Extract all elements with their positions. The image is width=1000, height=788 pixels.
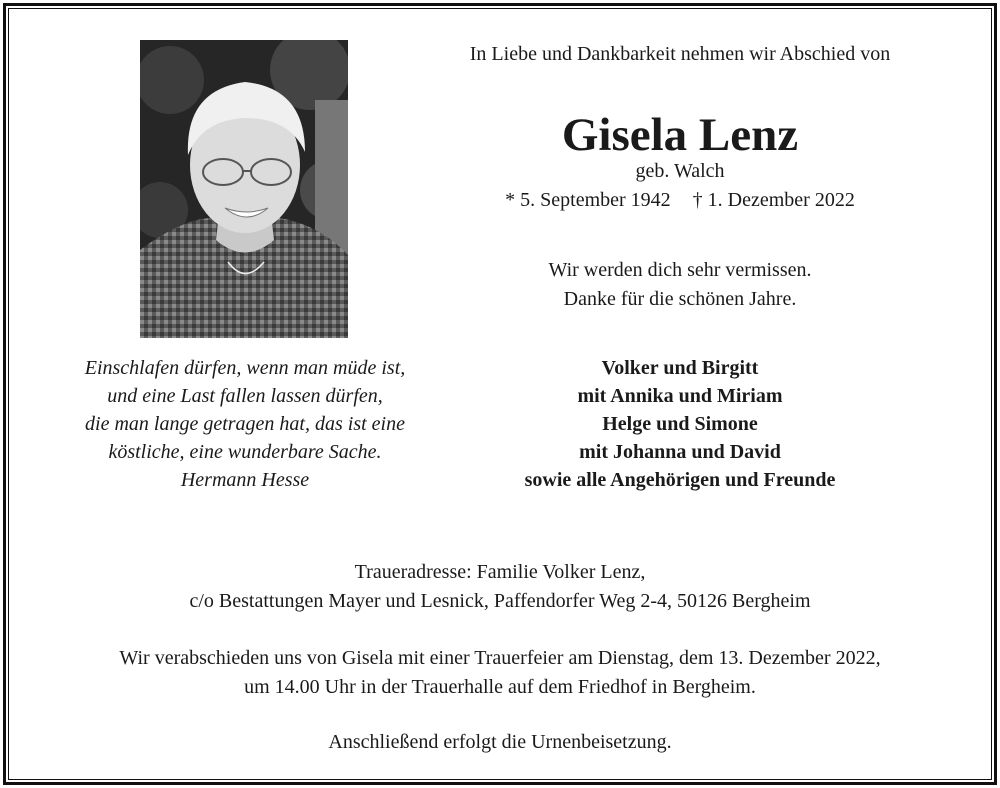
mourners-list bbox=[360, 354, 1000, 494]
ceremony-line: Wir verabschieden uns von Gisela mit einer Trauerfeier am Dienstag, dem 13. Dezember 2022, bbox=[119, 647, 881, 669]
mourner-line: sowie alle Angehörigen und Freunde bbox=[524, 469, 836, 491]
life-dates bbox=[360, 186, 1000, 214]
quote-line: die man lange getragen hat, das ist eine bbox=[85, 413, 405, 435]
quote-author: Hermann Hesse bbox=[180, 469, 310, 491]
condolence-address bbox=[20, 558, 980, 616]
message-line: Wir werden dich sehr vermissen. bbox=[548, 259, 812, 281]
burial-info: Anschließend erfolgt die Urnenbeisetzung. bbox=[328, 731, 672, 753]
ceremony-info bbox=[20, 644, 980, 702]
address-line: Traueradresse: Familie Volker Lenz, bbox=[354, 561, 646, 583]
intro-text: In Liebe und Dankbarkeit nehmen wir Abschied von bbox=[469, 43, 891, 65]
ceremony-line: um 14.00 Uhr in der Trauerhalle auf dem Friedhof in Bergheim. bbox=[244, 676, 756, 698]
mourner-line: Volker und Birgitt bbox=[601, 357, 759, 379]
death-date: † 1. Dezember 2022 bbox=[692, 189, 855, 211]
farewell-message bbox=[360, 256, 1000, 314]
quote-line: Einschlafen dürfen, wenn man müde ist, bbox=[84, 357, 406, 379]
address-line: c/o Bestattungen Mayer und Lesnick, Paffendorfer Weg 2-4, 50126 Bergheim bbox=[189, 590, 811, 612]
portrait-photo bbox=[140, 40, 348, 338]
birth-name: geb. Walch bbox=[635, 160, 725, 182]
quote-line: köstliche, eine wunderbare Sache. bbox=[108, 441, 382, 463]
mourner-line: mit Annika und Miriam bbox=[577, 385, 783, 407]
mourner-line: mit Johanna und David bbox=[579, 441, 781, 463]
mourner-line: Helge und Simone bbox=[602, 413, 758, 435]
birth-date: * 5. September 1942 bbox=[505, 189, 671, 211]
deceased-name: Gisela Lenz bbox=[561, 109, 799, 161]
quote-line: und eine Last fallen lassen dürfen, bbox=[107, 385, 383, 407]
message-line: Danke für die schönen Jahre. bbox=[563, 288, 797, 310]
